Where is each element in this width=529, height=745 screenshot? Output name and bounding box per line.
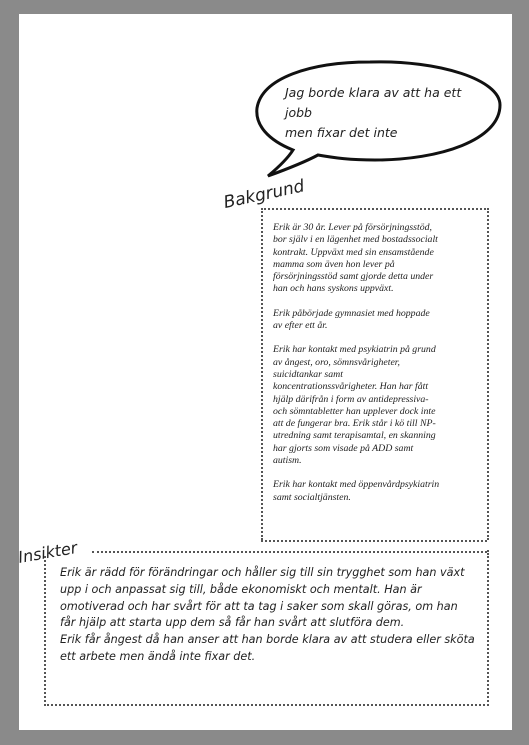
bakgrund-paragraph-4: Erik har kontakt med öppenvårdpsykiatrin samt socialtjänsten. xyxy=(273,479,440,503)
insikter-line-3: omotiverad och har svårt för att ta tag i saker som skall göras, om han xyxy=(60,599,458,613)
insikter-heading: Insikter xyxy=(16,537,79,567)
speech-bubble-text xyxy=(285,83,485,143)
bakgrund-paragraph-3: Erik har kontakt med psykiatrin på grund av ångest, oro, sömnsvårigheter, suicidtankar samt koncentrationssvårigheter. Han har fått hjälp därifrån i form av antidepressiva- och sömntabletter han upplever dock inte att de fungerar bra. Erik står i kö till NP- utredning samt terapisamtal, en skanning har gjorts som visade på ADD samt autism. xyxy=(273,344,436,467)
speech-line-1: Jag borde klara av att ha ett jobb xyxy=(285,85,462,120)
insikter-line-2: upp i och anpassat sig till, både ekonomiskt och mentalt. Han är xyxy=(60,582,422,596)
bakgrund-paragraph-2: Erik påbörjade gymnasiet med hoppade av efter ett år. xyxy=(273,307,430,332)
speech-line-2: men fixar det inte xyxy=(285,125,398,140)
bakgrund-paragraph-1: Erik är 30 år. Lever på försörjningsstöd, bor själv i en lägenhet med bostadssocialt kontrakt. Uppväxt med sin ensamstående mamma som även hon lever på försörjningsstöd samt gjorde detta under han och hans syskons uppväxt. xyxy=(273,222,438,295)
insikter-line-4: får hjälp att starta upp dem så får han svårt att slutföra dem. xyxy=(60,616,405,630)
insikter-line-1: Erik är rädd för förändringar och håller sig till sin trygghet som han växt xyxy=(60,566,465,579)
insikter-text xyxy=(60,565,478,666)
bakgrund-heading: Bakgrund xyxy=(221,176,307,213)
insikter-line-5: Erik får ångest då han anser att han borde klara av att studera eller sköta xyxy=(60,633,475,647)
insikter-top-border xyxy=(92,551,487,553)
insikter-line-6: ett arbete men ändå inte fixar det. xyxy=(60,649,256,663)
bakgrund-text xyxy=(273,222,478,516)
